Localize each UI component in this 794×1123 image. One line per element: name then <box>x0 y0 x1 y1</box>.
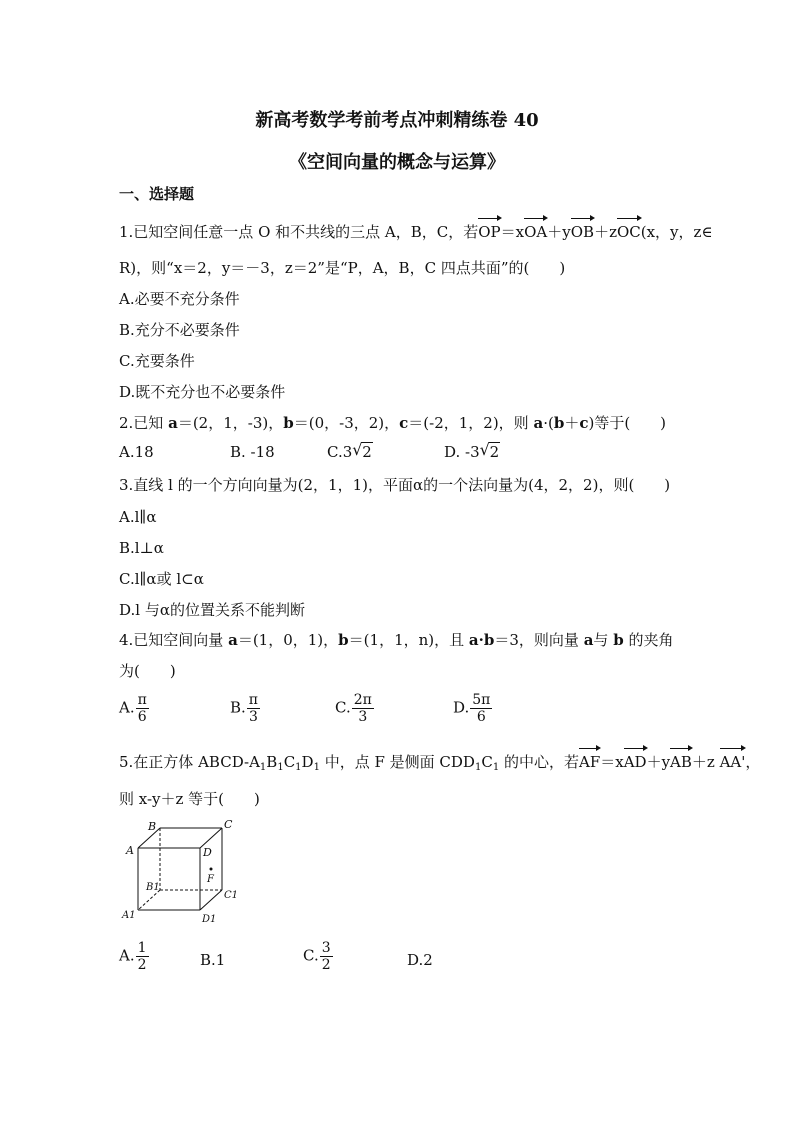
q2-vec-a: a <box>168 414 178 432</box>
fraction-numerator: 1 <box>137 940 147 956</box>
q2-text: )等于( ) <box>588 414 667 432</box>
q2-option-d-label: D. -3 <box>444 443 480 461</box>
q5-end: ， <box>745 753 761 771</box>
q1-option-b: B.充分不必要条件 <box>119 321 240 339</box>
vector-oc: OC <box>616 223 641 241</box>
label-b: B <box>148 820 157 833</box>
q4-dot: · <box>478 631 484 649</box>
q2-option-c <box>327 440 373 461</box>
label-d1: D1 <box>202 914 217 925</box>
q4-option-label: B. <box>230 698 246 717</box>
q5-option-a <box>119 940 149 973</box>
q2-option-a: A.18 <box>119 443 154 461</box>
fraction-denominator: 6 <box>137 709 147 725</box>
fraction-numerator: 3 <box>321 940 331 956</box>
fraction <box>136 692 149 725</box>
q2-vec-b: b <box>283 414 294 432</box>
fraction-denominator: 2 <box>137 957 147 973</box>
subscript: 1 <box>474 762 482 773</box>
cube-figure <box>118 818 248 928</box>
q4-vec-b: b <box>613 631 624 649</box>
q5-text: 的中心，若 <box>499 753 579 771</box>
q5-plus1: ＋y <box>646 753 671 771</box>
q2-vec-c: c <box>579 414 589 432</box>
q5-option-label: A. <box>119 946 135 965</box>
section-heading: 一、选择题 <box>119 185 195 203</box>
q1-option-a: A.必要不充分条件 <box>119 290 240 308</box>
question-2 <box>119 413 666 433</box>
q2-option-d-radicand: 2 <box>489 443 500 461</box>
q5-text: C <box>481 753 493 771</box>
fraction <box>320 940 333 973</box>
q2-text: ＝(0，-3，2)， <box>293 414 400 432</box>
q4-option-d <box>453 692 492 725</box>
q2-text: ＋ <box>564 414 580 432</box>
q5-option-c <box>303 940 333 973</box>
fraction-denominator: 2 <box>321 957 331 973</box>
fraction <box>352 692 374 725</box>
q3-option-c: C.l∥α或 l⊂α <box>119 570 204 588</box>
q2-option-c-radicand: 2 <box>362 443 372 461</box>
vector-af: AF <box>578 753 601 771</box>
subscript: 1 <box>277 762 284 773</box>
fraction <box>247 692 260 725</box>
q3-option-a: A.l∥α <box>119 508 157 526</box>
subscript: 1 <box>313 762 320 773</box>
q1-option-d: D.既不充分也不必要条件 <box>119 383 286 401</box>
q1-plus2: ＋z <box>594 223 617 241</box>
subscript: 1 <box>259 762 267 773</box>
q3-option-b: B.l⊥α <box>119 539 164 557</box>
q4-text: 的夹角 <box>623 631 674 649</box>
question-5-line2: 则 x-y＋z 等于( ) <box>119 790 260 808</box>
hidden-edge <box>138 890 160 910</box>
q2-text: ＝(-2，1，2)，则 <box>408 414 534 432</box>
question-3: 3.直线 l 的一个方向向量为(2，1，1)，平面α的一个法向量为(4，2，2)，则( ) <box>119 476 671 494</box>
label-a1: A1 <box>122 910 136 921</box>
q2-text: ·( <box>543 414 554 432</box>
vector-ad: AD <box>623 753 647 771</box>
page-title: 新高考数学考前考点冲刺精练卷 40 <box>255 110 539 131</box>
sqrt-symbol: √ 2 <box>479 440 500 461</box>
q4-text: ＝(1，1，n)，且 <box>348 631 469 649</box>
q5-option-b: B.1 <box>200 951 226 969</box>
q5-text: 5.在正方体 ABCD-A <box>119 753 260 771</box>
vector-aa1: AA' <box>719 753 746 771</box>
q1-plus1: ＋y <box>547 223 571 241</box>
fraction <box>470 692 492 725</box>
question-4-line2: 为( ) <box>119 662 176 680</box>
q5-text: C <box>283 753 296 771</box>
question-1 <box>119 222 713 242</box>
fraction-denominator: 3 <box>248 709 258 725</box>
q5-eq: ＝x <box>600 753 624 771</box>
edge <box>200 890 222 910</box>
label-c1: C1 <box>224 890 239 901</box>
q5-plus2: ＋z <box>691 753 720 771</box>
q1-tail: (x，y，z∈ <box>640 223 713 241</box>
q4-text: ＝3，则向量 <box>494 631 584 649</box>
q1-eq: ＝x <box>500 223 525 241</box>
q1-text: 1.已知空间任意一点 O 和不共线的三点 A，B，C，若 <box>119 223 479 241</box>
label-d: D <box>203 846 212 859</box>
q4-option-label: A. <box>119 698 135 717</box>
question-4 <box>119 630 673 650</box>
subscript: 1 <box>295 762 302 773</box>
q2-option-d <box>444 440 500 461</box>
q4-vec-b: b <box>338 631 349 649</box>
q2-vec-b: b <box>553 414 565 432</box>
q4-option-label: D. <box>453 698 470 717</box>
q2-option-c-label: C.3 <box>327 443 353 461</box>
vector-op: OP <box>478 223 501 241</box>
vector-ab: AB <box>670 753 692 771</box>
label-b1: B1 <box>146 882 160 893</box>
q4-vec-a: a <box>583 631 594 649</box>
sqrt-symbol: √ 2 <box>352 440 372 461</box>
fraction-denominator: 3 <box>358 709 368 725</box>
fraction-numerator: 5π <box>472 692 491 708</box>
q5-text: B <box>266 753 278 771</box>
question-5 <box>119 752 760 778</box>
q2-vec-a: a <box>533 414 544 432</box>
q2-text: 2.已知 <box>119 414 169 432</box>
q3-option-d: D.l 与α的位置关系不能判断 <box>119 601 305 619</box>
fraction-numerator: π <box>137 692 147 708</box>
q4-vec-a: a <box>468 631 479 649</box>
q4-option-c <box>335 692 374 725</box>
fraction-numerator: π <box>248 692 258 708</box>
q5-option-label: C. <box>303 946 319 965</box>
q5-text: 中，点 F 是侧面 CDD <box>319 753 475 771</box>
q4-text: ＝(1，0，1)， <box>237 631 339 649</box>
q2-option-b: B. -18 <box>230 443 275 461</box>
question-1-line2: R)，则“x＝2，y＝－3，z＝2”是“P，A，B，C 四点共面”的( ) <box>119 259 566 277</box>
label-c: C <box>224 818 233 831</box>
q1-option-c: C.充要条件 <box>119 352 195 370</box>
subscript: 1 <box>492 762 500 773</box>
q2-text: ＝(2，1，-3)， <box>177 414 284 432</box>
fraction <box>136 940 149 973</box>
q4-text: 与 <box>593 631 614 649</box>
label-f: F <box>207 874 214 885</box>
q5-option-d: D.2 <box>407 951 433 969</box>
q4-vec-a: a <box>228 631 238 649</box>
fraction-denominator: 6 <box>476 709 486 725</box>
q2-vec-c: c <box>399 414 409 432</box>
label-a: A <box>126 844 134 857</box>
vector-ob: OB <box>570 223 595 241</box>
q4-text: 4.已知空间向量 <box>119 631 229 649</box>
q5-text: D <box>301 753 314 771</box>
fraction-numerator: 2π <box>353 692 372 708</box>
q4-vec-b: b <box>483 631 495 649</box>
q4-option-a <box>119 692 149 725</box>
vector-oa: OA <box>524 223 548 241</box>
page-subtitle: 《空间向量的概念与运算》 <box>289 152 505 173</box>
point-f <box>210 868 213 871</box>
edge <box>200 828 222 848</box>
q4-option-b <box>230 692 260 725</box>
q4-option-label: C. <box>335 698 351 717</box>
